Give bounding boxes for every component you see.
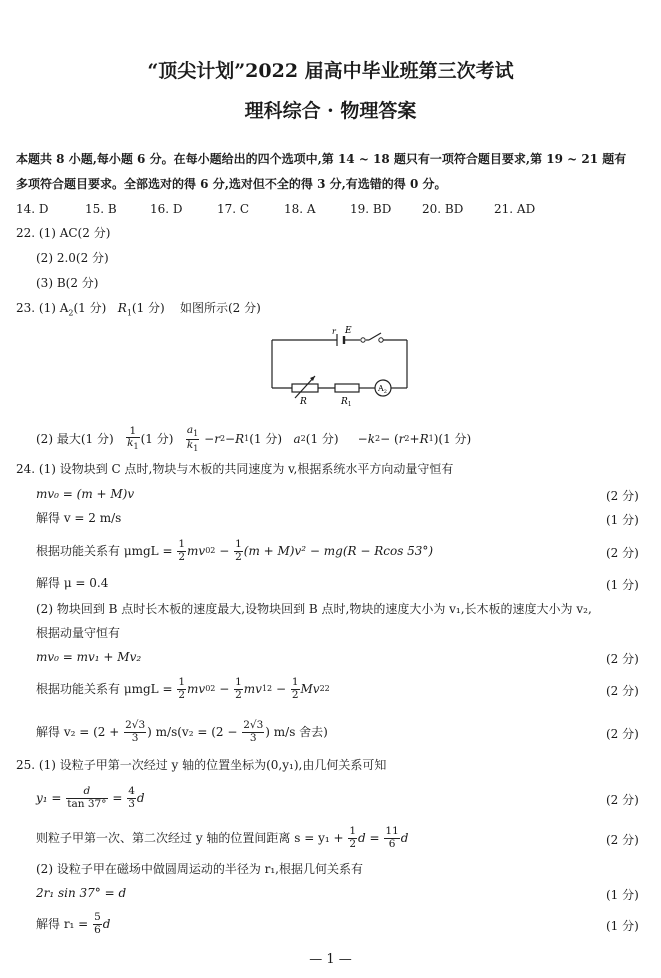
- intro-line-1: 本题共 8 小题,每小题 6 分。在每小题给出的四个选项中,第 14 ~ 18 题只有一项符合题目要求,第 19 ~ 21 题有: [16, 152, 627, 166]
- score: (1 分): [606, 578, 639, 592]
- label-R1: $R_1$: [341, 397, 352, 408]
- score: (2 分): [606, 833, 639, 847]
- q22-part2: (2) 2.0(2 分): [36, 251, 109, 265]
- page-number: — 1 —: [309, 952, 352, 967]
- q24-line: 24. (1) 设物块到 C 点时,物块与木板的共同速度为 v,根据系统水平方向动量守恒有: [16, 462, 454, 476]
- page-subtitle: 理科综合 · 物理答案: [244, 100, 417, 122]
- mc-answers: [0, 202, 661, 218]
- mc-answer: 18. A: [284, 202, 316, 216]
- circuit-diagram: [265, 322, 415, 408]
- switch-contact: [361, 338, 365, 342]
- q25-equation: y₁ = $\frac{d}{\tan 37^\circ}$ = $\frac{4}{3}$ d: [36, 785, 145, 810]
- score: (2 分): [606, 652, 639, 666]
- page-title: “顶尖计划”2022 届高中毕业班第三次考试: [147, 60, 514, 82]
- score: (1 分): [606, 919, 639, 933]
- score: (2 分): [606, 727, 639, 741]
- q25-line: (2) 设粒子甲在磁场中做圆周运动的半径为 r₁,根据几何关系有: [36, 862, 363, 876]
- score: (1 分): [606, 888, 639, 902]
- q25-equation: 则粒子甲第一次、第二次经过 y 轴的位置间距离 s = y₁ + $\frac{1}{2}$ d = $\frac{11}{6}$ d: [36, 825, 409, 850]
- label-A2: $A_2$: [378, 384, 387, 395]
- mc-answer: 21. AD: [494, 202, 536, 216]
- q24-result: 解得 μ = 0.4: [36, 576, 109, 590]
- q23-part1: 23. (1) $A_2(1$ 分) $R_1(1$ 分) 如图所示(2 分): [16, 301, 261, 318]
- q24-line: 根据动量守恒有: [36, 626, 121, 640]
- q24-equation: mv₀ = (m + M)v: [36, 487, 135, 501]
- q22-part1: 22. (1) AC(2 分): [16, 226, 111, 240]
- intro-line-2: 多项符合题目要求。全部选对的得 6 分,选对但不全的得 3 分,有选错的得 0 分。: [16, 177, 447, 191]
- label-r: r: [332, 327, 336, 336]
- q23-part2: (2) 最大(1 分) $\frac{1}{k_1}$ (1 分) $\frac{a_1}{k_1}$ − r 2 − R 1 (1 分) a 2 (1 分) − k 2 − ( r 2 + R 1 ) (1 分): [36, 424, 472, 453]
- q22-part3: (3) B(2 分): [36, 276, 99, 290]
- q25-equation: 2r₁ sin 37° = d: [36, 886, 127, 900]
- mc-answer: 20. BD: [422, 202, 464, 216]
- q24-equation: mv₀ = mv₁ + Mv₂: [36, 650, 142, 664]
- label-e: E: [345, 326, 352, 336]
- mc-answer: 14. D: [16, 202, 49, 216]
- q24-equation: 根据功能关系有 μmgL = $\frac{1}{2}$ mv 0 2 − $\frac{1}{2}$ (m + M)v² − mg(R − Rcos 53°): [36, 538, 434, 563]
- score: (1 分): [606, 513, 639, 527]
- q24-equation: 根据功能关系有 μmgL = $\frac{1}{2}$ mv 0 2 − $\frac{1}{2}$ mv 1 2 − $\frac{1}{2}$ Mv 2 2: [36, 676, 330, 701]
- q24-line: (2) 物块回到 B 点时长木板的速度最大,设物块回到 B 点时,物块的速度大小为 v₁,长木板的速度大小为 v₂,: [36, 602, 592, 616]
- score: (2 分): [606, 489, 639, 503]
- mc-answer: 16. D: [150, 202, 183, 216]
- mc-answer: 19. BD: [350, 202, 392, 216]
- score: (2 分): [606, 684, 639, 698]
- q24-result: 解得 v = 2 m/s: [36, 511, 122, 525]
- q25-result: 解得 r₁ = $\frac{5}{6}$ d: [36, 911, 111, 936]
- label-R: R: [300, 397, 307, 407]
- score: (2 分): [606, 793, 639, 807]
- mc-answer: 17. C: [217, 202, 250, 216]
- q24-result: 解得 v₂ = (2 + $\frac{2√3}{3}$ ) m/s(v₂ = (2 − $\frac{2√3}{3}$ ) m/s 舍去): [36, 719, 328, 744]
- mc-answer: 15. B: [85, 202, 117, 216]
- q25-line: 25. (1) 设粒子甲第一次经过 y 轴的位置坐标为(0,y₁),由几何关系可知: [16, 758, 387, 772]
- score: (2 分): [606, 546, 639, 560]
- switch-contact: [379, 338, 383, 342]
